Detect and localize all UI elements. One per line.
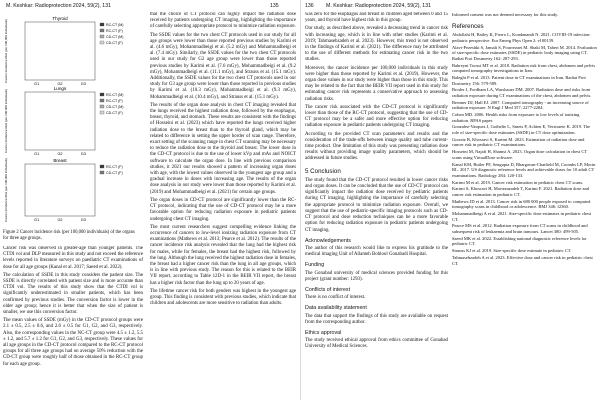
running-head: M. Keshkar: Radioprotection 2024, 59(2), 131: [6, 3, 111, 9]
paragraph: that the choice of CT protocol can highly impact the radiation dose received by patients undergoing CT imaging, highlighting the importance of carefully selecting appropriate protocol to minimize radiation exposure.: [150, 12, 296, 30]
chart-plot-area: [25, 22, 95, 80]
availability-text: The data that support the findings of this study are available on request from the corresponding author.: [305, 313, 448, 325]
legend-swatch: [100, 93, 104, 96]
x-tick-label: G3: [80, 82, 86, 86]
right-page: [300, 0, 600, 400]
reference-item: Brenner DJ, Hall EJ. 2007. Computed tomography - an increasing source of radiation exposure. N Engl J Med 357: 2277-2284.: [452, 99, 589, 111]
reference-item: Gorraiz B, Khosravi S, Karimi M. 2023. Estimation of radiation dose and cancer risk in pediatric CT examinations.: [452, 136, 585, 148]
reference-item: Baleghi P et al. 2013. Patient dose in CT examinations in Iran. Radiat Prot Dosimetry 156: 579-589.: [452, 74, 586, 86]
reference-item: Mohammadbeigi A et al. 2021. Size-specific dose estimates in pediatric chest CT.: [452, 211, 592, 222]
reference-item: Karimi M et al. 2019. Cancer risk estimation in pediatric chest CT scans.: [452, 179, 584, 185]
paragraph: was zero for the esophagus and breast in children aged between 0 and 15 years, and thyroid have highest risk in this group.: [305, 12, 448, 24]
reference-item: Alavi-Pezeshki S, Jamali S, Pourrezaei M. Shaki M, Taheri M. 2014. Evaluation of size-specific dose estimates (SSDE) in pediatric body imaging using CT. Radiat Prot Dosimetry 162: 287-293.: [452, 44, 597, 61]
legend-label: CD-CT (M): [106, 105, 124, 109]
legend-swatch: [100, 111, 104, 114]
legend-swatch: [100, 23, 104, 26]
paragraph: The calculation of SSDE in this study considers the patient size. The SSDE is directly correlated with patient size and is more accurate than CTDI vol. The results of this study show that the CTDI vol is significantly underestimated in smaller patients, which has been confirmed by previous studies. The conversion factor is lower in the older age group; hence it is better that when the size of patient is smaller, we use this conversion factor.: [3, 272, 143, 316]
legend-label: RC-CT (F): [106, 99, 123, 103]
legend-label: RC-CT (F): [106, 165, 123, 169]
figure-caption: Figure 2 Cancer incidence risk (per 100,000 individuals) of the organs for three age groups.: [3, 230, 135, 241]
chart-title: Thyroid: [52, 16, 68, 21]
legend-label: CD-CT (F): [106, 171, 123, 175]
legend-swatch: [100, 29, 104, 32]
figure-2-charts: [3, 12, 141, 228]
funding-text: The Gonabad university of medical sciences provided funding for this project (grant number: 1293).: [305, 270, 448, 282]
legend-swatch: [100, 105, 104, 108]
reference-item: Broder J, Fordham LA, Warshauer DM. 2007. Radiation dose and risks from radiation exposure during CT examinations of the chest, abdomen and pelvis.: [452, 87, 592, 98]
legend-swatch: [100, 165, 104, 168]
page-number: 136: [305, 3, 314, 9]
x-tick-label: G2: [57, 218, 63, 222]
references-heading: References: [452, 22, 484, 30]
reference-item: Bahreyni Toossi MT et al. 2018. Radiation risk from chest, abdomen and pelvis computed tomography investigations in Iran.: [452, 62, 596, 74]
acknowledgements-text: The author of this research would like to express his gratitude to the medical imaging Unit of Allameh Bohlool Gonabadi Hospital.: [305, 245, 448, 258]
legend-swatch: [100, 171, 104, 174]
paragraph: The organ doses in CD-CT protocol are significantly lower than the RC-CT protocol, indicating that the use of CD-CT protocol may be a more favorable option for reducing radiation exposure in pediatric patients undergoing chest CT imaging.: [150, 197, 296, 222]
chart-title: Lungs: [53, 86, 67, 91]
reference-item: Hosseini M, Najafi H, Shamsi A. 2023. Organ dose calculation in chest CT scans using VirtualDose software.: [452, 149, 588, 160]
acknowledgements-heading: Acknowledgements: [305, 237, 351, 244]
legend-label: RC-CT (F): [106, 29, 123, 33]
funding-heading: Funding: [305, 262, 325, 269]
paragraph: The SSDE values for the two chest CT protocols used in our study for all age groups were lower than those reported previous studies by Karimi et al. (4.6 mGy), Mohammadbeigi et al. (5.2 mGy) and Mohammadbeigi et al. (7.4 mGy). Similarly, the SSDE values for the two chest CT protocols used in our study for G2 age group were lower than those reported previous studies by Karimi et al. (7.6 mGy), Mohammadbeigi et al. (9.2 mGy), Mohammadbeigi et al. (11.1 mGy), and Strauss et al. (15.1 mGy). Additionally, the SSDE values for the two chest CT protocols used in our study for G3 age group were lower than those reported in previous studies by Karimi et al. (10.3 mGy), Mohammadbeigi et al. (9.3 mGy), Mohammadbeigi et al. (10.4 mGy), and Strauss et al. (15.1 mGy).: [150, 32, 296, 100]
running-head: M. Keshkar: Radioprotection 2024, 59(2), 131: [326, 3, 431, 9]
reference-item: Gonzalez-Vasquez J, Gothelie L, Smets P, Achten E, Verstraete K. 2019. The role of size-specific dose estimates (SSDE) in CT dose optimization.: [452, 124, 591, 135]
reference-item: Cohen MD. 2006. Health risks from exposure to low levels of ionizing radiation. RPAS paper.: [452, 112, 580, 123]
conflicts-text: There is no conflict of interest.: [305, 295, 366, 301]
paragraph: The results of the organ dose analysis in chest CT imaging revealed that the lungs received the highest radiation dose, followed by the esophagus, breast, thyroid, and stomach. These results are consistent with the findings of Hosseini et al. (2023) which have reported the lungs received higher radiation dose to the breast than to the thyroid gland, which may be related to difference in setting the upper border of scan range. Therefore, exact setting of the scanning range in chest CT scanning may be necessary to reduce the radiation dose to the thyroid and breast. The lower dose in the CD-CT protocol is due to the use of lower kVp and mAs and NOICT software to calculate the organ dose. In line with previous comparison studies, it 2021 our results showed a pattern of increasing organ doses with age, with the lowest values observed in the youngest age group and a gradual increase in doses with increasing age. The results of the organ dose analysis in our study were lower than those reported by Karimi et al. (2019) and Mohammadbeigi et al. (2021) for certain age groups.: [150, 102, 296, 195]
reference-item: Strauss KJ et al. 2019. Size-specific dose estimate in pediatric CT.: [452, 248, 572, 254]
paragraph: The lifetime cancer risk for both genders was highest in the youngest age group. This finding is consistent with previous studies, which indicate that children and adolescents are more sensitive to radiation than adults.: [150, 288, 296, 307]
page-number: 135: [270, 3, 279, 9]
reference-item: Mathews JD et al. 2013. Cancer risk in 680 000 people exposed to computed tomography scans in childhood or adolescence. BMJ 346: f2360.: [452, 198, 591, 210]
paragraph: The most current researchers suggest compelling evidence linking the occurrence of cancers to low-level ionizing radiation exposure from CT examinations (Mathews et al. 2013; Pearce et al. 2012). The results of the cancer incidence risk analysis revealed that the lung had the highest risk for males, while for females, the breast had the highest risk, followed by the lung. Although the lung received the highest radiation dose in females, the breast had a higher cancer risk than the lung in all age groups, which is in line with previous study. The reason for this is related to the BEIR VII report, according to Table 12D-1 in the BEIR VII report, the breast has a higher risk factor than the lung up to 20 years of age.: [150, 224, 296, 286]
legend-swatch: [100, 99, 104, 102]
paragraph: Cancer risk was observed in greater-age than younger patients. The CTDI vol and DLP measured in this study and not exceed the reference levels reported in literature surveys on paediatric CT examinations of dose for all age groups (Kanal et al. 2017; Saeed et al. 2022).: [3, 246, 143, 270]
x-tick-label: G1: [34, 152, 40, 156]
chart-plot-area: [25, 164, 95, 216]
x-tick-label: G1: [34, 218, 40, 222]
legend-swatch: [100, 41, 104, 44]
x-tick-label: G3: [80, 218, 86, 222]
legend-label: RC-CT (M): [106, 23, 124, 27]
informed-consent: Informed consent was not deemed necessary for this study.: [452, 12, 559, 17]
availability-heading: Data availability statement: [305, 305, 367, 312]
legend-label: CD-CT (F): [106, 41, 123, 45]
paragraph: Our study, as described above, revealed a decreasing trend in cancer risk with increasing age, which is in line with other studies (Karimi et al. 2019; Tahmasebzadeh et al. 2023). However, this trend is not observed in the findings of Karimi et al. (2021). The difference may be attributed to the use of different methods for estimating cancer risk in the two studies.: [305, 26, 448, 63]
figure-2: [3, 12, 141, 228]
reference-item: Karimi S, Khosravi H, Mortezazadeh T, Karimi F. 2021. Radiation dose and cancer risk estimation in pediatric CT.: [452, 186, 589, 197]
chart-title: Breast: [53, 158, 67, 163]
x-tick-label: G1: [34, 82, 40, 86]
ethics-text: The study received ethical approval from ethics committee of Gonabad University of Medical Sciences.: [305, 338, 448, 350]
reference-item: Abdollahi H, Bailey K, Fierro L, Kondanandi N. 2021. COVID-19 infection: pediatric perspective. Eur Emerg Phys Open 2: e100139.: [452, 32, 591, 43]
paragraph: According to the provided CT scan parameters and results and the consideration of the trade-offs between image quality and tube current-time product. One limitation of this study was presenting radiation dose results without providing image quality parameters, which should be addressed in future studies.: [305, 131, 448, 162]
legend-label: CD-CT (M): [106, 35, 124, 39]
reference-item: Saeed MK et al. 2022. Establishing national diagnostic reference levels for pediatric CT.: [452, 235, 587, 247]
right-column-1: [305, 12, 448, 396]
left-column-2: [150, 12, 296, 396]
legend-swatch: [100, 35, 104, 38]
right-column-2: [452, 12, 597, 396]
y-axis-label: Cancer Incidence Risk (per 100,000 individuals): [4, 158, 8, 222]
legend-label: RC-CT (M): [106, 93, 124, 97]
paragraph: The mean values of SSDE (mGy) in the CD-CT protocol groups were 2.1 ± 0.5, 2.5 ± 0.6, and 2.6 ± 0.5 for G1, G2, and G3, respectively. Also, the corresponding values in the NC-CT group were 4.5 ± 1.2, 5.5 ± 1.2, and 5.7 ± 1.2 for G1, G2, and G3, respectively. These values for all age groups in the CD-CT protocol compared to the RC-CT protocol groups for all three age groups had on average 50% reduction with the CD-CT group were roughly half of those obtained in the RC-CT group for each age group.: [3, 318, 143, 367]
paragraph: The cancer risk associated with the CD-CT protocol is significantly lower than those of the RC-CT protocol, suggesting that the use of CD-CT protocol may be a safer and more effective option for reducing radiation exposure in pediatric patients undergoing CT imaging.: [305, 104, 448, 129]
reference-item: Tahmasebzadeh A et al. 2023. Effective dose and cancer risk in pediatric chest CT.: [452, 254, 593, 266]
y-axis-label: Cancer Incidence Risk (per 100,000 individuals): [4, 19, 8, 83]
legend-label: CD-CT (F): [106, 111, 123, 115]
x-tick-label: G3: [80, 152, 86, 156]
reference-item: Pearce MS et al. 2012. Radiation exposure from CT scans in childhood and subsequent risk of leukaemia and brain tumours. Lancet 380: 499-505.: [452, 223, 588, 234]
reference-item: Kanal KM, Butler PF, Sengupta D, Bhargavan-Chatfield M, Coombs LP, Morin RL. 2017. US diagnostic reference levels and achievable doses for 10 adult CT examinations. Radiology 284: 120-133.: [452, 161, 596, 178]
chart-plot-area: [25, 92, 95, 150]
conclusion-text: The study found that the CD-CT protocol resulted in lower cancer risks and organ doses. It can be concluded that the use of CD-CT protocol can significantly impact the radiation dose received by pediatric patients during CT imaging, highlighting the importance of carefully selecting the appropriate protocol to minimize radiation exposure. Overall, we suggest that the use of pediatric-specific imaging protocols such as CD-CT protocol and dose reduction techniques can be a more favorable option for reducing radiation exposure in pediatric patients undergoing CT imaging.: [305, 177, 448, 233]
conflicts-heading: Conflicts of interest: [305, 286, 351, 293]
x-tick-label: G2: [57, 82, 63, 86]
conclusion-heading: 5 Conclusion: [305, 167, 341, 175]
paragraph: Moreover, the cancer incidence per 100,000 individuals in this study were higher than those reported by Karimi et al. (2019). However, the organ dose values in our study were higher than those in this study. This may be related to the fact that the BEIR VII report used in this study for estimating cancer risk represents a conservative approach to assessing radiation risks.: [305, 65, 448, 102]
left-column-1: [3, 246, 143, 396]
ethics-heading: Ethics approval: [305, 329, 342, 336]
x-tick-label: G2: [57, 152, 63, 156]
references-list: [452, 32, 597, 266]
y-axis-label: Cancer Incidence Risk (per 100,000 individuals): [4, 89, 8, 153]
